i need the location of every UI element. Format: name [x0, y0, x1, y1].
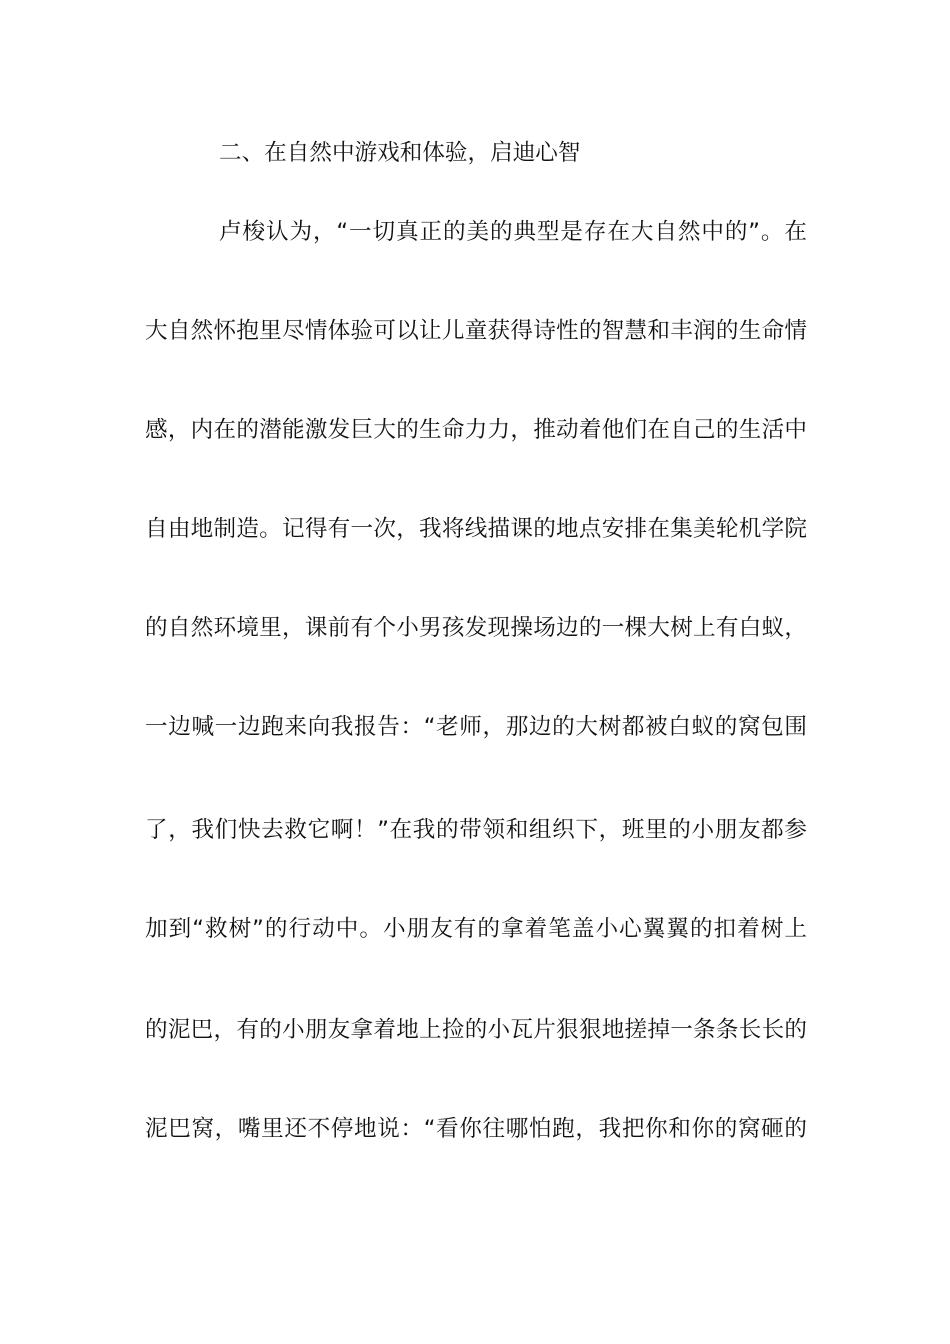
paragraph-line: 自由地制造。记得有一次，我将线描课的地点安排在集美轮机学院 — [145, 516, 807, 542]
paragraph-line: 一边喊一边跑来向我报告：“老师，那边的大树都被白蚁的窝包围 — [145, 714, 807, 740]
paragraph-line: 卢梭认为，“一切真正的美的典型是存在大自然中的”。在 — [219, 219, 807, 245]
paragraph-line: 大自然怀抱里尽情体验可以让儿童获得诗性的智慧和丰润的生命情 — [145, 318, 807, 344]
paragraph-line: 的泥巴，有的小朋友拿着地上捡的小瓦片狠狠地搓掉一条条长长的 — [145, 1017, 807, 1043]
paragraph-line: 的自然环境里，课前有个小男孩发现操场边的一棵大树上有白蚁， — [145, 615, 807, 641]
paragraph-line: 感，内在的潜能激发巨大的生命力力，推动着他们在自己的生活中 — [145, 417, 807, 443]
section-heading: 二、在自然中游戏和体验，启迪心智 — [219, 140, 581, 166]
paragraph-line: 泥巴窝，嘴里还不停地说：“看你往哪怕跑，我把你和你的窝砸的 — [145, 1116, 807, 1142]
paragraph-line: 加到“救树”的行动中。小朋友有的拿着笔盖小心翼翼的扣着树上 — [145, 916, 807, 942]
paragraph-line: 了，我们快去救它啊！”在我的带领和组织下，班里的小朋友都参 — [145, 817, 807, 843]
